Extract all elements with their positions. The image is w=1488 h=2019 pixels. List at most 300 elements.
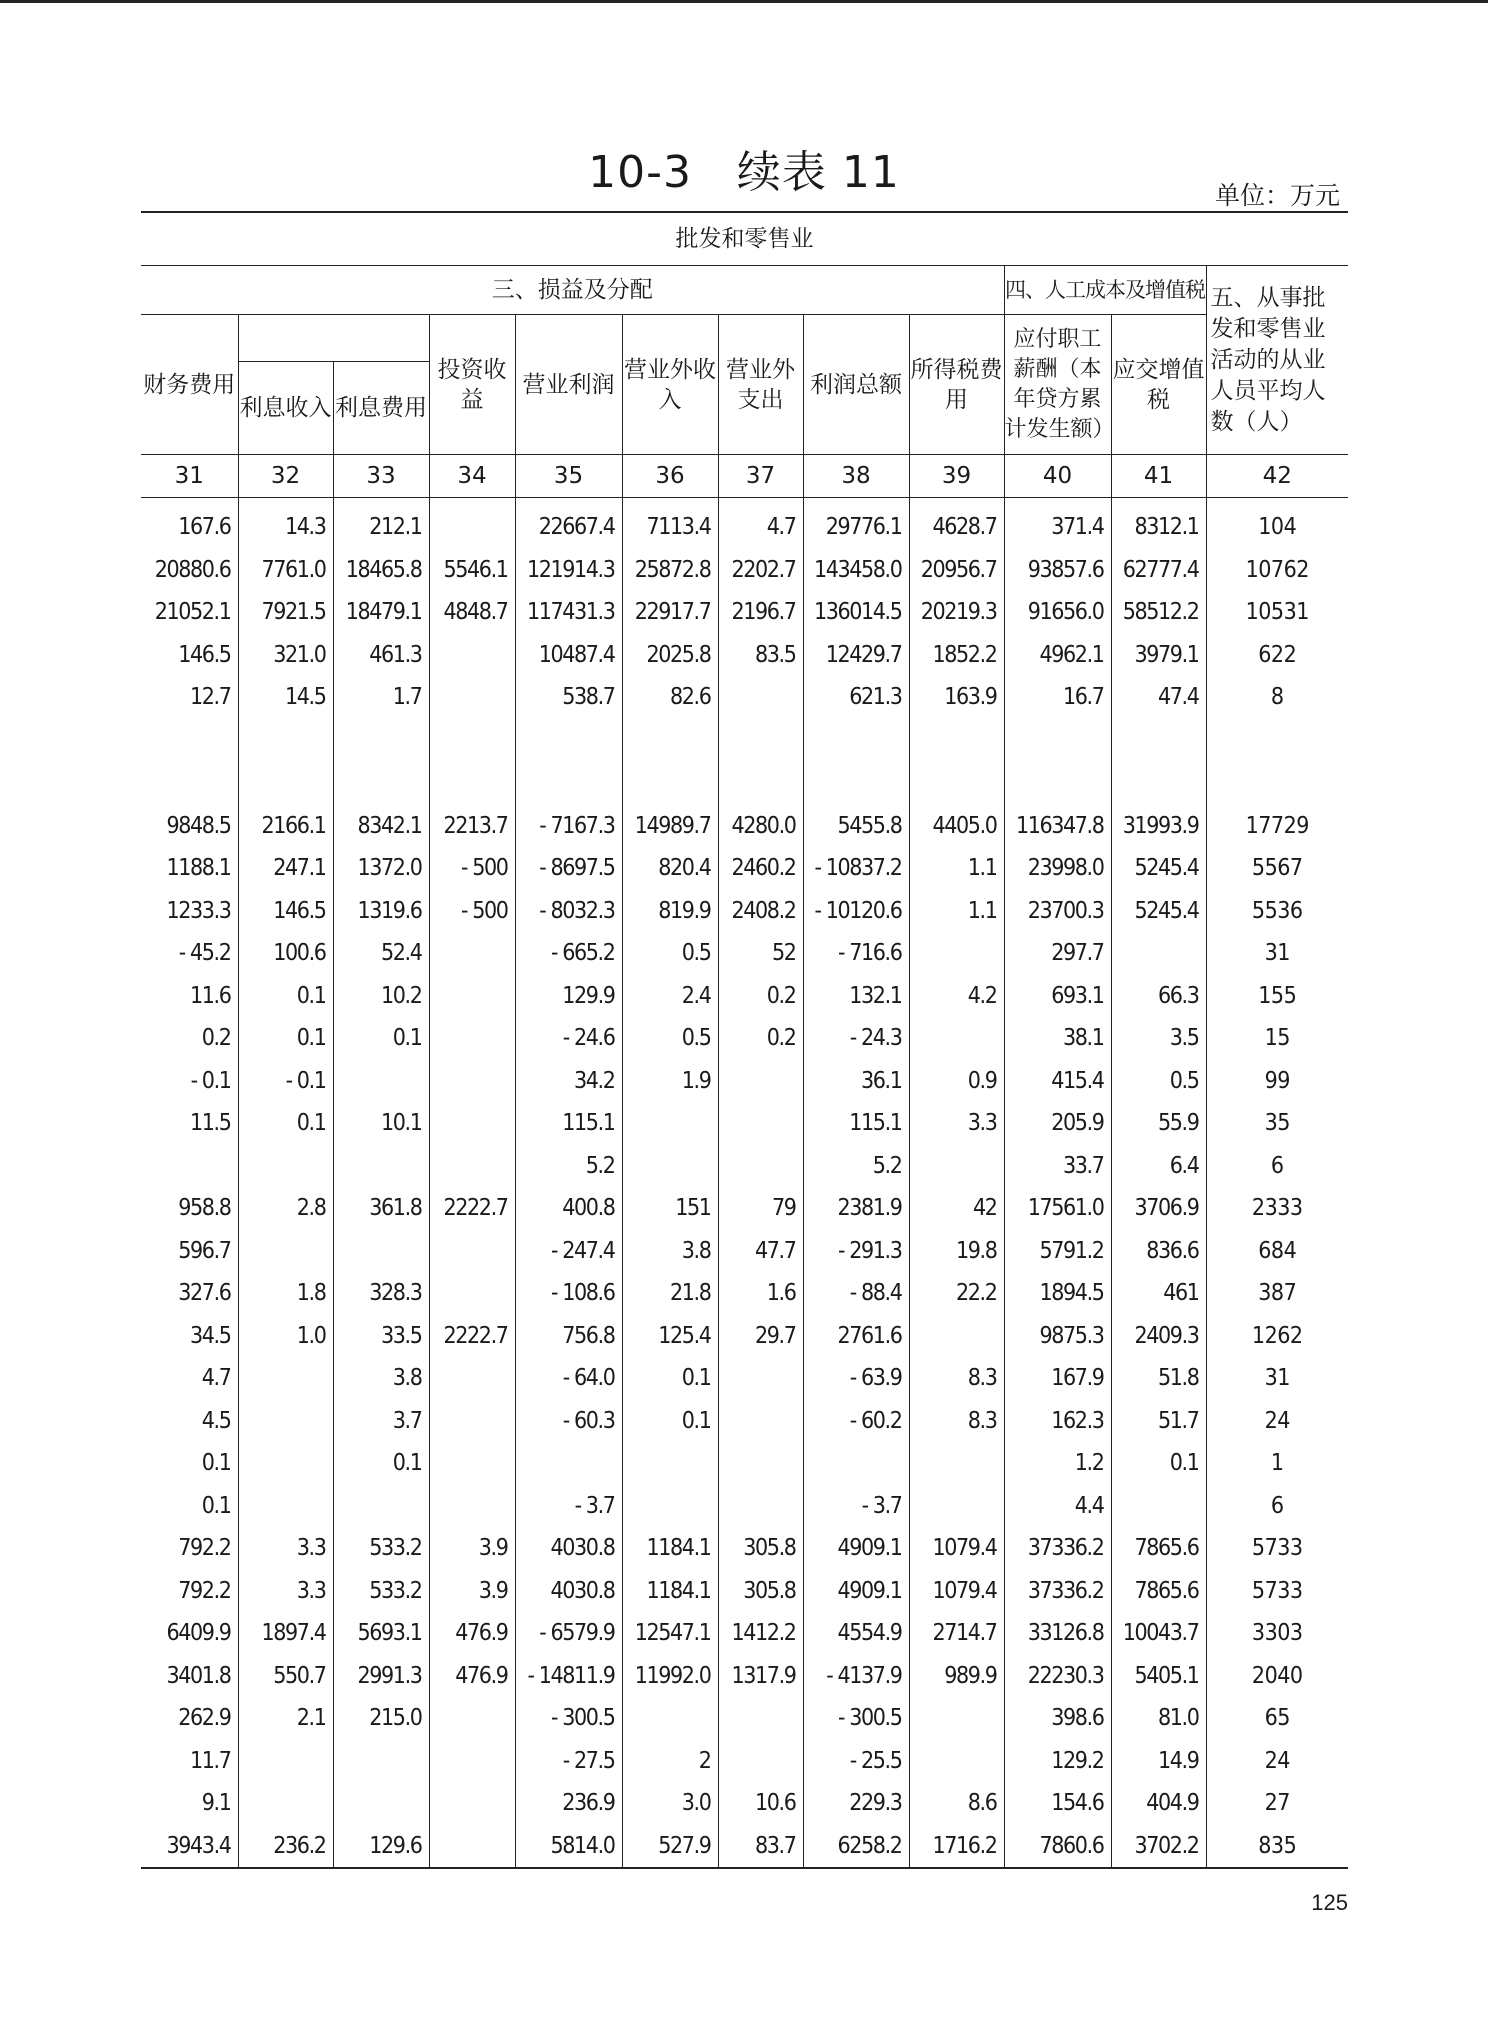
table-cell: 297.7 (1004, 932, 1111, 975)
table-cell: 1184.1 (622, 1527, 718, 1570)
table-cell: - 7167.3 (515, 805, 622, 848)
table-cell: 0.1 (238, 975, 333, 1018)
table-cell: 305.8 (718, 1527, 803, 1570)
table-cell: 1319.6 (333, 890, 429, 933)
table-row (141, 1825, 1348, 1869)
column-number: 35 (515, 455, 622, 498)
industry-header: 批发和零售业 (141, 212, 1348, 266)
table-cell: 10.1 (333, 1102, 429, 1145)
table-cell: 4.4 (1004, 1485, 1111, 1528)
table-cell: 3.3 (909, 1102, 1004, 1145)
table-cell: 31993.9 (1111, 805, 1206, 848)
table-cell: 2040 (1206, 1655, 1348, 1698)
header-spacer (238, 315, 429, 362)
table-cell (909, 1145, 1004, 1188)
table-cell: 24 (1206, 1400, 1348, 1443)
table-cell: - 716.6 (803, 932, 909, 975)
table-cell: 115.1 (803, 1102, 909, 1145)
table-cell: 1852.2 (909, 634, 1004, 677)
table-cell: 146.5 (178, 641, 231, 668)
table-cell (429, 1485, 515, 1528)
table-cell (909, 1017, 1004, 1060)
table-cell: 6.4 (1111, 1145, 1206, 1188)
table-cell (333, 1145, 429, 1188)
table-cell (333, 1740, 429, 1783)
table-cell: 4280.0 (718, 805, 803, 848)
table-header (141, 212, 1348, 498)
column-header-36: 营业外收入 (622, 315, 718, 455)
table-cell: 5.2 (803, 1145, 909, 1188)
table-cell: - 24.3 (803, 1017, 909, 1060)
table-cell: 0.1 (333, 1442, 429, 1485)
column-header-33: 利息费用 (333, 362, 429, 455)
table-cell: 387 (1206, 1272, 1348, 1315)
table-cell: 2408.2 (718, 890, 803, 933)
table-row (141, 1187, 1348, 1230)
page-number: 125 (1311, 1890, 1348, 1915)
table-cell: 18479.1 (333, 591, 429, 634)
table-cell (429, 498, 515, 549)
table-cell (622, 1442, 718, 1485)
table-cell: 58512.2 (1111, 591, 1206, 634)
table-cell: 93857.6 (1004, 549, 1111, 592)
table-cell: 12429.7 (803, 634, 909, 677)
table-cell: 2.8 (238, 1187, 333, 1230)
table-cell: 4405.0 (909, 805, 1004, 848)
table-cell: - 27.5 (515, 1740, 622, 1783)
table-cell: 404.9 (1111, 1782, 1206, 1825)
table-cell: 17561.0 (1004, 1187, 1111, 1230)
table-cell (429, 1145, 515, 1188)
table-row (141, 932, 1348, 975)
table-cell: 5567 (1206, 847, 1348, 890)
table-row (141, 549, 1348, 592)
table-cell: 14.5 (238, 676, 333, 719)
table-cell: 155 (1206, 975, 1348, 1018)
table-cell (718, 1102, 803, 1145)
table-cell: 55.9 (1111, 1102, 1206, 1145)
table-cell: 82.6 (622, 676, 718, 719)
table-cell (1111, 1485, 1206, 1528)
table-cell: 8312.1 (1111, 498, 1206, 549)
table-cell: 5245.4 (1111, 847, 1206, 890)
table-cell (429, 1060, 515, 1103)
table-cell (1206, 719, 1348, 805)
table-cell: - 60.2 (803, 1400, 909, 1443)
table-cell: 989.9 (909, 1655, 1004, 1698)
table-cell (909, 719, 1004, 805)
table-cell: 1.1 (909, 847, 1004, 890)
table-cell: 162.3 (1004, 1400, 1111, 1443)
table-cell: 11.6 (190, 982, 231, 1009)
table-cell: 2991.3 (333, 1655, 429, 1698)
table-cell: - 3.7 (515, 1485, 622, 1528)
table-cell: 327.6 (178, 1280, 231, 1307)
table-cell (718, 1442, 803, 1485)
table-cell: 5405.1 (1111, 1655, 1206, 1698)
table-cell (333, 1230, 429, 1273)
table-cell: 117431.3 (515, 591, 622, 634)
column-number: 34 (429, 455, 515, 498)
table-cell (429, 1825, 515, 1869)
table-cell: 8342.1 (333, 805, 429, 848)
table-row (141, 1740, 1348, 1783)
table-cell (622, 1485, 718, 1528)
table-cell (718, 1485, 803, 1528)
column-header-42: 五、从事批发和零售业活动的从业人员平均人数（人） (1206, 266, 1348, 455)
column-header-31: 财务费用 (143, 371, 236, 398)
table-cell: 1 (1206, 1442, 1348, 1485)
column-number: 40 (1004, 455, 1111, 498)
table-cell: 1372.0 (333, 847, 429, 890)
table-cell: 3.9 (429, 1527, 515, 1570)
table-cell: 2381.9 (803, 1187, 909, 1230)
table-row (141, 1315, 1348, 1358)
table-cell: 1716.2 (909, 1825, 1004, 1869)
table-cell: 37336.2 (1004, 1527, 1111, 1570)
table-cell (718, 1357, 803, 1400)
table-row (141, 634, 1348, 677)
table-cell: 0.5 (1111, 1060, 1206, 1103)
table-cell: 3.5 (1111, 1017, 1206, 1060)
table-cell: 756.8 (515, 1315, 622, 1358)
table-cell: 6258.2 (803, 1825, 909, 1869)
table-cell: 34.2 (515, 1060, 622, 1103)
table-row (141, 1697, 1348, 1740)
table-cell: 4848.7 (429, 591, 515, 634)
table-cell: 15 (1206, 1017, 1348, 1060)
unit-label: 单位：万元 (1214, 181, 1340, 210)
table-cell: 22917.7 (622, 591, 718, 634)
table-cell: 33.5 (333, 1315, 429, 1358)
table-cell (429, 676, 515, 719)
table-row (141, 975, 1348, 1018)
table-cell: 3.0 (622, 1782, 718, 1825)
table-row (141, 676, 1348, 719)
table-cell: 2460.2 (718, 847, 803, 890)
table-cell (622, 719, 718, 805)
column-header-41: 应交增值税 (1111, 315, 1206, 455)
table-cell (429, 1017, 515, 1060)
table-cell: 167.6 (178, 514, 231, 541)
table-row (141, 1357, 1348, 1400)
table-cell: 835 (1206, 1825, 1348, 1869)
table-cell: 16.7 (1004, 676, 1111, 719)
table-cell: 3.3 (238, 1527, 333, 1570)
table-cell: 792.2 (178, 1535, 231, 1562)
table-cell: 4.7 (718, 498, 803, 549)
table-cell: 622 (1206, 634, 1348, 677)
table-cell: 1188.1 (166, 855, 231, 882)
table-cell (909, 932, 1004, 975)
table-cell: - 291.3 (803, 1230, 909, 1273)
table-cell: 2025.8 (622, 634, 718, 677)
table-cell: 2409.3 (1111, 1315, 1206, 1358)
table-cell: 6409.9 (166, 1620, 231, 1647)
group-header-labor: 四、人工成本及增值税 (1004, 266, 1206, 315)
statistics-table (141, 211, 1348, 1869)
table-cell (622, 1145, 718, 1188)
table-row (141, 498, 1348, 549)
table-cell: - 45.2 (178, 940, 231, 967)
table-cell: 0.1 (238, 1102, 333, 1145)
table-cell: 132.1 (803, 975, 909, 1018)
table-cell: 2.1 (238, 1697, 333, 1740)
table-cell: 121914.3 (515, 549, 622, 592)
table-cell: 8.3 (909, 1400, 1004, 1443)
table-cell: 35 (1206, 1102, 1348, 1145)
table-cell: 476.9 (429, 1612, 515, 1655)
table-row (141, 1570, 1348, 1613)
page-top-rule (0, 0, 1488, 3)
table-cell: 8 (1206, 676, 1348, 719)
table-cell: 533.2 (333, 1570, 429, 1613)
table-cell: 3.3 (238, 1570, 333, 1613)
table-cell: - 10120.6 (803, 890, 909, 933)
table-cell (622, 1102, 718, 1145)
column-header-32: 利息收入 (238, 362, 333, 455)
table-cell: 4.5 (201, 1407, 231, 1434)
table-cell: 14989.7 (622, 805, 718, 848)
table-cell: 10487.4 (515, 634, 622, 677)
table-cell: 321.0 (238, 634, 333, 677)
table-cell (429, 1272, 515, 1315)
table-row (141, 890, 1348, 933)
table-cell (238, 1485, 333, 1528)
table-cell: - 0.1 (190, 1067, 231, 1094)
table-cell: 2166.1 (238, 805, 333, 848)
table-cell: 83.7 (718, 1825, 803, 1869)
table-cell: 205.9 (1004, 1102, 1111, 1145)
table-cell (429, 634, 515, 677)
table-cell: 820.4 (622, 847, 718, 890)
table-cell: 0.1 (201, 1450, 231, 1477)
table-cell (429, 1230, 515, 1273)
table-cell (909, 1485, 1004, 1528)
table-cell: 23700.3 (1004, 890, 1111, 933)
table-cell: 10762 (1206, 549, 1348, 592)
table-row (141, 805, 1348, 848)
table-cell: 22667.4 (515, 498, 622, 549)
table-cell: 129.9 (515, 975, 622, 1018)
table-row (141, 1060, 1348, 1103)
table-cell (803, 1442, 909, 1485)
table-cell: 51.8 (1111, 1357, 1206, 1400)
table-cell (429, 1102, 515, 1145)
table-cell: 29.7 (718, 1315, 803, 1358)
table-cell: - 25.5 (803, 1740, 909, 1783)
table-row (141, 1782, 1348, 1825)
table-row (141, 591, 1348, 634)
table-cell: 836.6 (1111, 1230, 1206, 1273)
table-cell (718, 1145, 803, 1188)
table-cell (429, 1740, 515, 1783)
table-cell: 10043.7 (1111, 1612, 1206, 1655)
table-cell: 5245.4 (1111, 890, 1206, 933)
table-cell: 2202.7 (718, 549, 803, 592)
table-cell (333, 719, 429, 805)
table-cell: 461.3 (333, 634, 429, 677)
table-cell: 154.6 (1004, 1782, 1111, 1825)
table-cell: 5.2 (515, 1145, 622, 1188)
table-cell (909, 1740, 1004, 1783)
table-cell: 2714.7 (909, 1612, 1004, 1655)
table-cell: 527.9 (622, 1825, 718, 1869)
table-cell: 4030.8 (515, 1527, 622, 1570)
table-cell: - 500 (429, 847, 515, 890)
table-cell: - 63.9 (803, 1357, 909, 1400)
table-cell: 4909.1 (803, 1527, 909, 1570)
table-cell: 371.4 (1004, 498, 1111, 549)
table-cell: 4.2 (909, 975, 1004, 1018)
table-cell: 415.4 (1004, 1060, 1111, 1103)
table-row (141, 1102, 1348, 1145)
table-cell (333, 1485, 429, 1528)
column-number-row (141, 455, 1348, 498)
table-cell: - 300.5 (515, 1697, 622, 1740)
table-cell: 2222.7 (429, 1187, 515, 1230)
table-cell: 2196.7 (718, 591, 803, 634)
table-cell: 7113.4 (622, 498, 718, 549)
table-cell (1111, 719, 1206, 805)
table-cell: 1897.4 (238, 1612, 333, 1655)
table-cell: 1233.3 (166, 897, 231, 924)
table-cell: 47.4 (1111, 676, 1206, 719)
table-cell: 4962.1 (1004, 634, 1111, 677)
table-cell: 1262 (1206, 1315, 1348, 1358)
table-cell: 65 (1206, 1697, 1348, 1740)
table-cell: 29776.1 (803, 498, 909, 549)
table-cell: 20880.6 (154, 556, 231, 583)
table-cell: 2222.7 (429, 1315, 515, 1358)
page-title: 10-3 续表 11 (588, 147, 900, 198)
group-header-profit: 三、损益及分配 (141, 266, 1004, 315)
table-cell: 247.1 (238, 847, 333, 890)
column-header-34: 投资收益 (429, 315, 515, 455)
table-cell (238, 1357, 333, 1400)
table-cell: 38.1 (1004, 1017, 1111, 1060)
table-cell: 4909.1 (803, 1570, 909, 1613)
table-cell: 115.1 (515, 1102, 622, 1145)
table-cell: - 108.6 (515, 1272, 622, 1315)
table-cell: 819.9 (622, 890, 718, 933)
column-header-39: 所得税费用 (909, 315, 1004, 455)
table-cell: 9875.3 (1004, 1315, 1111, 1358)
table-cell: 2761.6 (803, 1315, 909, 1358)
table-cell: 1.9 (622, 1060, 718, 1103)
table-cell: 7761.0 (238, 549, 333, 592)
table-cell: 0.9 (909, 1060, 1004, 1103)
table-cell: 2213.7 (429, 805, 515, 848)
column-header-40: 应付职工薪酬（本年贷方累计发生额） (1004, 315, 1111, 455)
column-number: 39 (909, 455, 1004, 498)
table-cell: 958.8 (178, 1195, 231, 1222)
table-cell: 5733 (1206, 1527, 1348, 1570)
table-cell: 22.2 (909, 1272, 1004, 1315)
table-cell (141, 719, 238, 805)
table-cell: - 8032.3 (515, 890, 622, 933)
table-cell: 0.1 (1111, 1442, 1206, 1485)
table-cell: 3.9 (429, 1570, 515, 1613)
table-cell: 0.2 (201, 1025, 231, 1052)
column-number: 31 (141, 455, 238, 498)
column-header-38: 利润总额 (803, 315, 909, 455)
table-cell: 2 (622, 1740, 718, 1783)
table-cell: 6 (1206, 1145, 1348, 1188)
table-cell: 0.2 (718, 975, 803, 1018)
table-cell: - 300.5 (803, 1697, 909, 1740)
table-cell: 129.2 (1004, 1740, 1111, 1783)
table-cell: 3702.2 (1111, 1825, 1206, 1869)
table-cell: 3303 (1206, 1612, 1348, 1655)
table-cell: 0.5 (622, 1017, 718, 1060)
table-cell: 21052.1 (154, 599, 231, 626)
table-cell (622, 1697, 718, 1740)
table-cell: 533.2 (333, 1527, 429, 1570)
table-cell: 1317.9 (718, 1655, 803, 1698)
table-cell: 305.8 (718, 1570, 803, 1613)
table-cell: - 4137.9 (803, 1655, 909, 1698)
table-cell: 5791.2 (1004, 1230, 1111, 1273)
table-cell (429, 1782, 515, 1825)
table-cell: - 24.6 (515, 1017, 622, 1060)
table-cell: 693.1 (1004, 975, 1111, 1018)
table-cell: 5546.1 (429, 549, 515, 592)
table-cell: 262.9 (178, 1705, 231, 1732)
table-cell: 11992.0 (622, 1655, 718, 1698)
table-cell (238, 1230, 333, 1273)
table-cell: 79 (718, 1187, 803, 1230)
table-cell: 7865.6 (1111, 1527, 1206, 1570)
table-cell: 1412.2 (718, 1612, 803, 1655)
table-cell: 51.7 (1111, 1400, 1206, 1443)
table-cell: 23998.0 (1004, 847, 1111, 890)
table-cell: 596.7 (178, 1237, 231, 1264)
table-cell: 99 (1206, 1060, 1348, 1103)
table-cell (1004, 719, 1111, 805)
table-cell: 2333 (1206, 1187, 1348, 1230)
table-cell (238, 1442, 333, 1485)
table-cell: 684 (1206, 1230, 1348, 1273)
table-cell (333, 1782, 429, 1825)
table-cell: 14.9 (1111, 1740, 1206, 1783)
table-cell: 42 (909, 1187, 1004, 1230)
table-cell (238, 1145, 333, 1188)
table-cell (238, 1782, 333, 1825)
table-cell: 7865.6 (1111, 1570, 1206, 1613)
table-cell: 5536 (1206, 890, 1348, 933)
table-cell: 81.0 (1111, 1697, 1206, 1740)
table-cell: 129.6 (333, 1825, 429, 1869)
table-cell: - 8697.5 (515, 847, 622, 890)
table-cell: 125.4 (622, 1315, 718, 1358)
table-cell: 621.3 (803, 676, 909, 719)
table-cell (718, 1400, 803, 1443)
table-body (141, 498, 1348, 1869)
table-cell (515, 1442, 622, 1485)
table-cell: 91656.0 (1004, 591, 1111, 634)
table-cell: 10.2 (333, 975, 429, 1018)
table-cell: 12547.1 (622, 1612, 718, 1655)
table-row (141, 1230, 1348, 1273)
table-cell: 461 (1111, 1272, 1206, 1315)
table-row (141, 1442, 1348, 1485)
column-number: 33 (333, 455, 429, 498)
table-cell: 5733 (1206, 1570, 1348, 1613)
table-row (141, 1655, 1348, 1698)
table-row (141, 847, 1348, 890)
table-cell: 143458.0 (803, 549, 909, 592)
